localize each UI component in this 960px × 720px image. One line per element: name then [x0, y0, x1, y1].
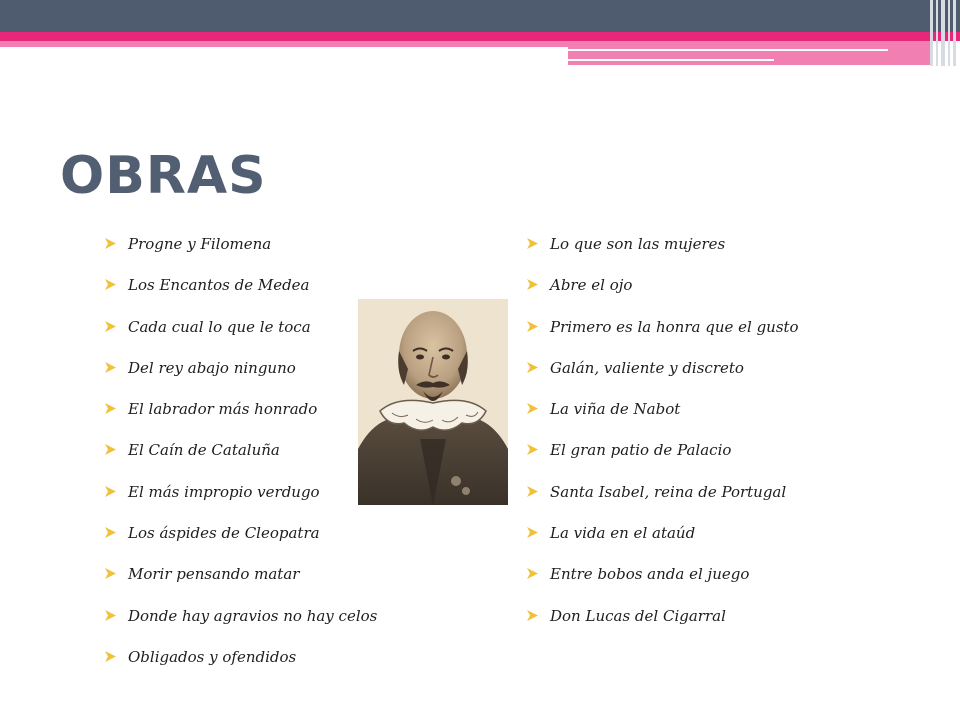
list-item	[526, 438, 799, 479]
arrowhead-bullet-icon	[104, 650, 117, 663]
arrowhead-bullet-icon	[526, 320, 539, 333]
list-item	[526, 521, 799, 562]
arrowhead-bullet-icon	[526, 361, 539, 374]
header-pink-bar	[0, 32, 960, 41]
list-item	[104, 397, 377, 438]
list-item	[104, 315, 377, 356]
list-item-label: Entre bobos anda el juego	[550, 565, 750, 584]
list-item-label: Primero es la honra que el gusto	[550, 317, 799, 336]
list-item	[526, 604, 799, 645]
header-light-pink-strip	[0, 41, 568, 47]
list-item-label: Morir pensando matar	[128, 565, 300, 584]
list-item	[104, 438, 377, 479]
arrowhead-bullet-icon	[104, 485, 117, 498]
works-list-left	[104, 232, 377, 686]
list-item	[104, 645, 377, 686]
arrowhead-bullet-icon	[104, 237, 117, 250]
list-item-label: Lo que son las mujeres	[550, 235, 726, 253]
list-item-label: Cada cual lo que le toca	[128, 317, 311, 336]
list-item	[526, 356, 799, 397]
list-item-label: Los Encantos de Medea	[128, 276, 310, 295]
list-item	[104, 480, 377, 521]
list-item	[104, 356, 377, 397]
list-item-label: Galán, valiente y discreto	[550, 358, 744, 377]
arrowhead-bullet-icon	[104, 526, 117, 539]
list-item-label: Del rey abajo ninguno	[128, 358, 296, 377]
works-list-right	[526, 232, 799, 645]
header-light-pink-block	[568, 41, 930, 65]
list-item-label: El labrador más honrado	[128, 400, 318, 419]
arrowhead-bullet-icon	[526, 485, 539, 498]
arrowhead-bullet-icon	[526, 278, 539, 291]
list-item	[104, 604, 377, 645]
header-edge-stripes	[928, 0, 960, 66]
slide-title: OBRAS	[60, 146, 267, 206]
list-item-label: El Caín de Cataluña	[128, 441, 280, 460]
arrowhead-bullet-icon	[526, 402, 539, 415]
list-item-label: La viña de Nabot	[550, 400, 681, 419]
list-item-label: Don Lucas del Cigarral	[550, 606, 726, 625]
arrowhead-bullet-icon	[104, 402, 117, 415]
arrowhead-bullet-icon	[104, 443, 117, 456]
arrowhead-bullet-icon	[104, 609, 117, 622]
list-item	[104, 232, 377, 273]
header-divider-line	[568, 59, 774, 61]
arrowhead-bullet-icon	[104, 278, 117, 291]
list-item-label: La vida en el ataúd	[550, 524, 696, 543]
arrowhead-bullet-icon	[104, 361, 117, 374]
list-item-label: Obligados y ofendidos	[128, 647, 297, 666]
list-item	[526, 232, 799, 273]
list-item-label: Los áspides de Cleopatra	[128, 524, 320, 543]
list-item-label: El gran patio de Palacio	[550, 441, 732, 460]
list-item	[104, 521, 377, 562]
list-item	[526, 397, 799, 438]
list-item	[104, 273, 377, 314]
list-item-label: Santa Isabel, reina de Portugal	[550, 482, 787, 501]
list-item-label: Progne y Filomena	[128, 235, 272, 253]
arrowhead-bullet-icon	[526, 609, 539, 622]
list-item	[104, 562, 377, 603]
list-item	[526, 315, 799, 356]
list-item	[526, 273, 799, 314]
header-divider-line	[568, 49, 888, 51]
arrowhead-bullet-icon	[526, 526, 539, 539]
author-portrait	[358, 299, 508, 505]
list-item-label: Donde hay agravios no hay celos	[128, 606, 378, 625]
list-item-label: El más impropio verdugo	[128, 482, 320, 501]
list-item	[526, 562, 799, 603]
list-item-label: Abre el ojo	[550, 276, 633, 295]
arrowhead-bullet-icon	[104, 320, 117, 333]
arrowhead-bullet-icon	[104, 567, 117, 580]
arrowhead-bullet-icon	[526, 237, 539, 250]
header-dark-bar	[0, 0, 960, 32]
arrowhead-bullet-icon	[526, 443, 539, 456]
list-item	[526, 480, 799, 521]
arrowhead-bullet-icon	[526, 567, 539, 580]
